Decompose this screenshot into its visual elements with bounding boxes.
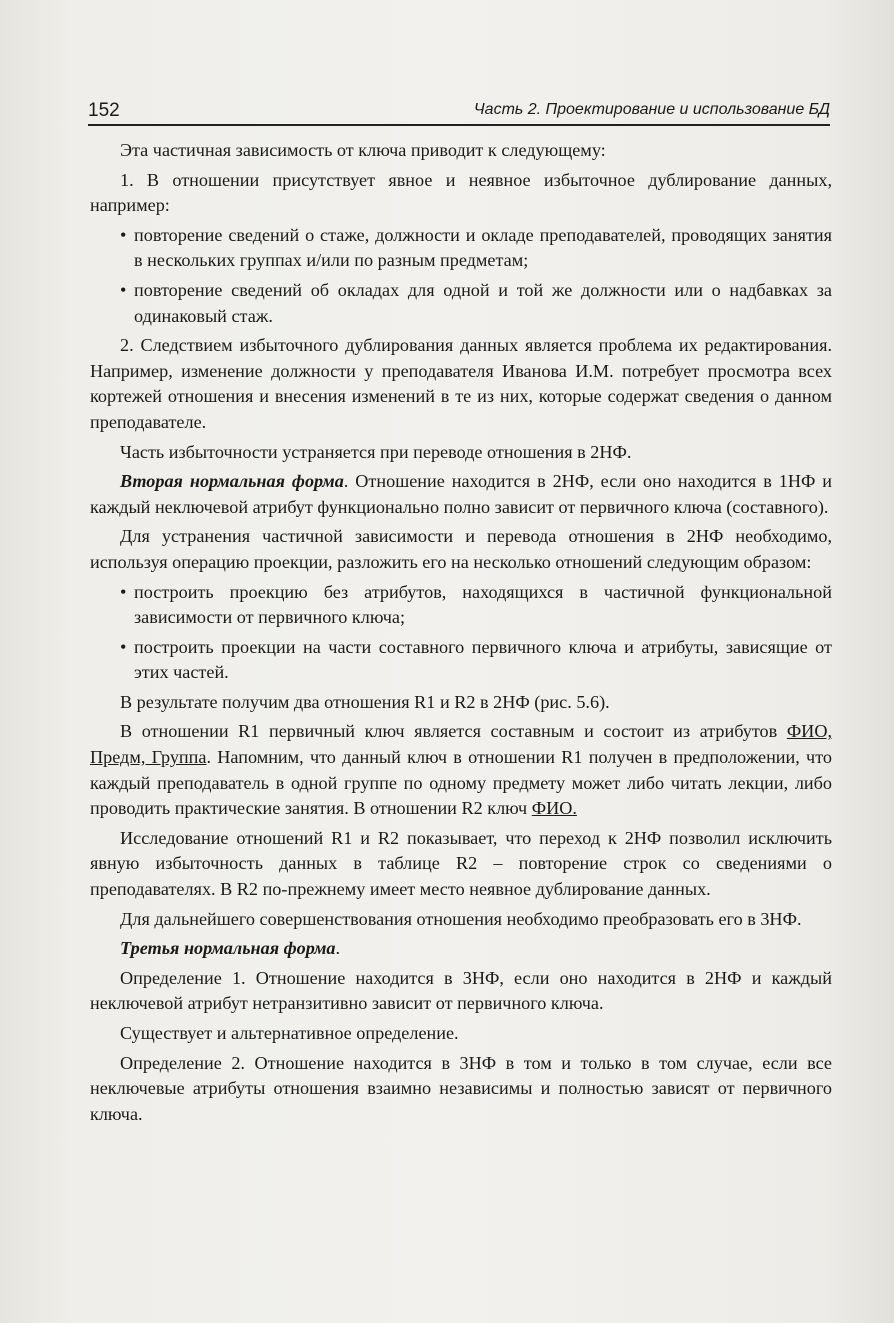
page-header (88, 98, 830, 126)
bullet-item: • повторение сведений о стаже, должности и окладе преподавателей, проводящих занятия в нескольких группах и/или по разным предметам; (90, 223, 832, 274)
term-second-normal-form: Вторая нормальная форма (120, 471, 344, 492)
text-fragment: В отношении R1 первичный ключ является составным и состоит из атрибутов (120, 721, 787, 742)
paragraph: Эта частичная зависимость от ключа приводит к следующему: (120, 140, 606, 160)
paragraph: Существует и альтернативное определение. (120, 1023, 459, 1043)
term-third-normal-form: Третья нормальная форма (120, 938, 336, 959)
paragraph: Для дальнейшего совершенствования отношения необходимо преобразовать его в 3НФ. (120, 908, 802, 929)
paragraph-keys (90, 719, 832, 821)
text-fragment: . Напомним, что данный ключ в отношении R1 получен в предположении, что каждый преподаватель в одной группе по одному предмету может либо читать лекции, либо проводить практические занятия. В отношении R2 ключ (90, 747, 833, 819)
page-number: 152 (88, 100, 120, 121)
bullet-item: • построить проекцию без атрибутов, находящихся в частичной функциональной зависимости от первичного ключа; (90, 580, 832, 631)
body-text (90, 138, 832, 1131)
definition-text: . Отношение находится в 2НФ, если оно находится в 1НФ и каждый неключевой атрибут функционально полно зависит от первичного ключа (составного). (90, 471, 833, 517)
underlined-key-r1: ФИО, Предм, Группа (90, 721, 832, 768)
paragraph: 1. В отношении присутствует явное и неявное избыточное дублирование данных, например: (90, 169, 832, 216)
paragraph: Определение 2. Отношение находится в 3НФ в том и только в том случае, если все неключевые атрибуты отношения взаимно независимы и полностью зависят от первичного ключа. (90, 1052, 832, 1124)
paragraph-3nf-heading (90, 936, 832, 962)
running-title: Часть 2. Проектирование и использование БД (473, 101, 830, 118)
paragraph: В результате получим два отношения R1 и R2 в 2НФ (рис. 5.6). (120, 691, 610, 712)
paragraph: Определение 1. Отношение находится в 3НФ, если оно находится в 2НФ и каждый неключевой атрибут нетранзитивно зависит от первичного ключа. (90, 967, 832, 1014)
paragraph: Исследование отношений R1 и R2 показывает, что переход к 2НФ позволил исключить явную избыточность данных в таблице R2 – повторение строк со сведениями о преподавателях. В R2 по-прежнему имеет место неявное дублирование данных. (90, 827, 832, 900)
underlined-key-r2: ФИО. (531, 798, 577, 819)
paragraph: Для устранения частичной зависимости и перевода отношения в 2НФ необходимо, используя операцию проекции, разложить его на несколько отношений следующим образом: (90, 526, 832, 572)
bullet-item: • повторение сведений об окладах для одной и той же должности или о надбавках за одинаковый стаж. (90, 278, 832, 329)
paragraph: 2. Следствием избыточного дублирования данных является проблема их редактирования. Например, изменение должности у преподавателя Иванова И.М. потребует просмотра всех кортежей отношения и внесения изменений в те из них, которые содержат сведения о данном преподавателе. (90, 335, 832, 432)
paragraph-2nf-definition (90, 469, 832, 520)
text-fragment: . (335, 938, 341, 959)
bullet-item: • построить проекции на части составного первичного ключа и атрибуты, зависящие от этих частей. (90, 635, 832, 686)
paragraph: Часть избыточности устраняется при переводе отношения в 2НФ. (120, 441, 632, 462)
